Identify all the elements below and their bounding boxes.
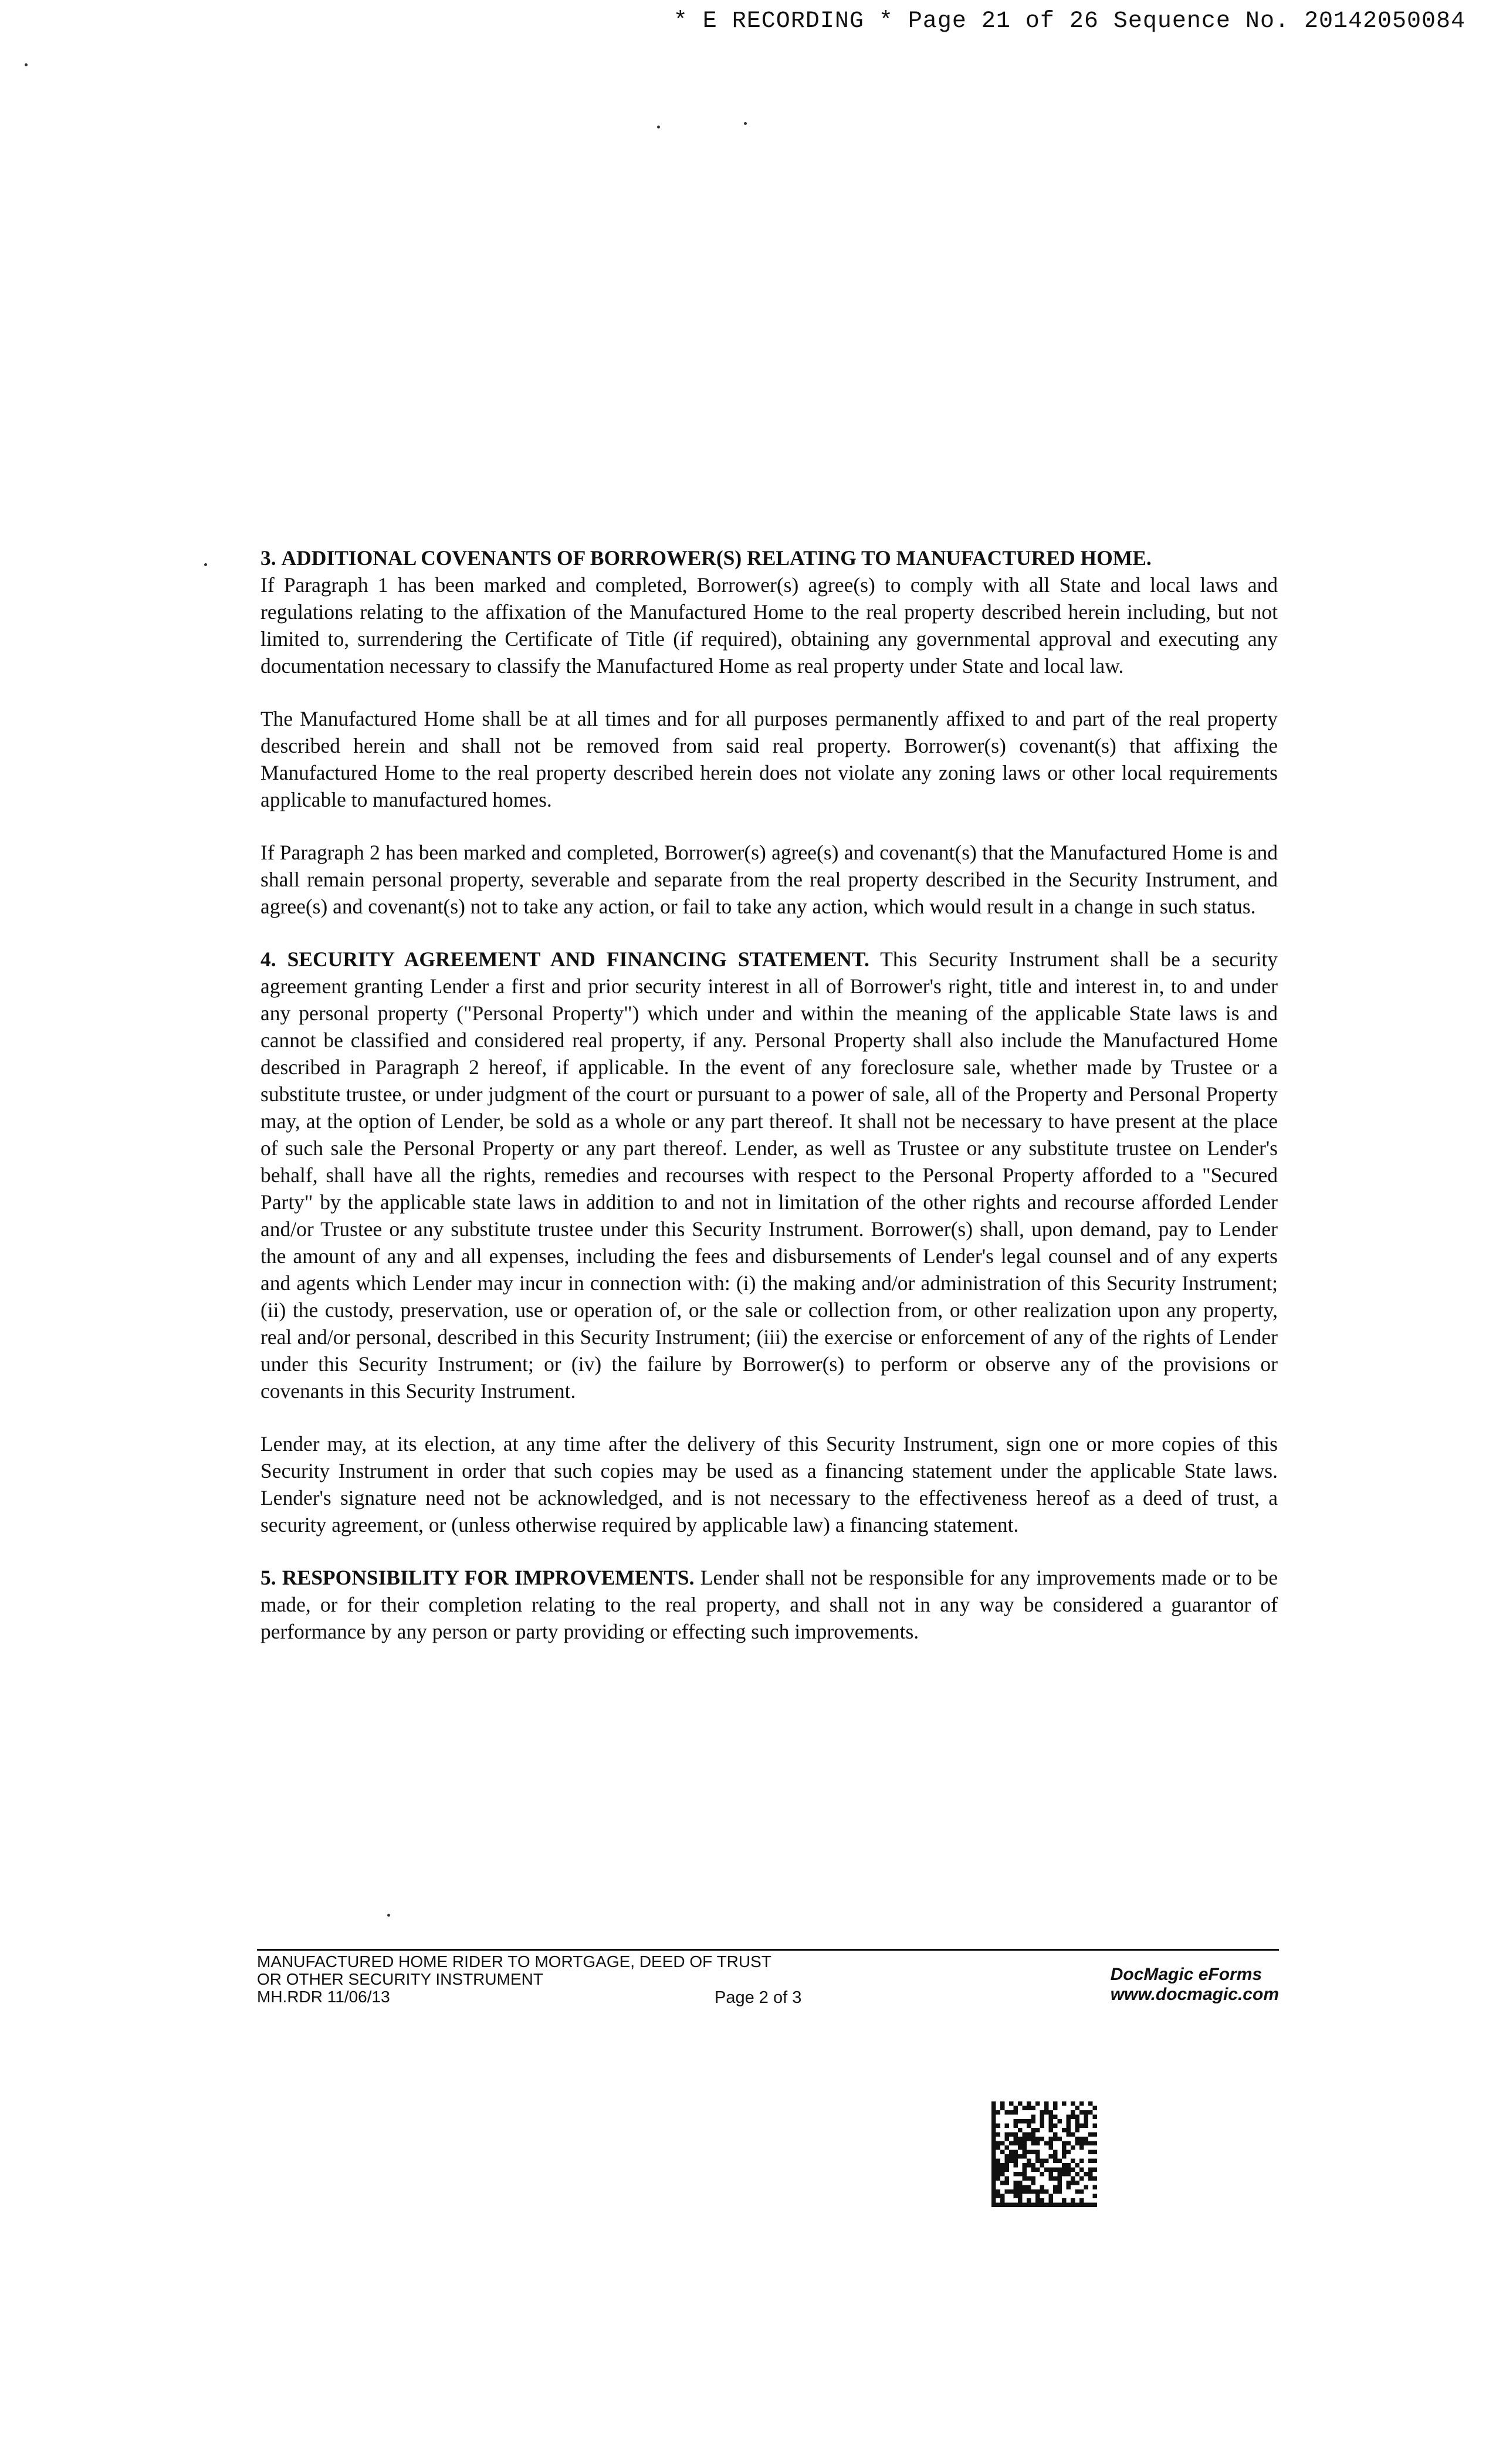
page-number: Page 2 of 3 [715,1988,802,2007]
recording-header: * E RECORDING * Page 21 of 26 Sequence No. 20142050084 [673,8,1465,35]
brand-name: DocMagic eForms [1110,1965,1263,1984]
section-number: 4. [260,947,276,971]
scan-speck [387,1914,390,1917]
section-4-text-1: This Security Instrument shall be a security agreement granting Lender a first and prior security interest in all of Borrower's right, title and interest in, to and under any personal property ("Personal Property") which under and within the meaning of the applicable State laws is and cannot be classified and considered real property, if any. Personal Property shall also include the Manufactured Home described in Paragraph 2 hereof, if applicable. In the event of any foreclosure sale, whether made by Trustee or a substitute trustee, or under judgment of the court or pursuant to a power of sale, all of the Property and Personal Property may, at the option of Lender, be sold as a whole or any part thereof. It shall not be necessary to have present at the place of such sale the Personal Property or any part thereof. Lender, as well as Trustee or any substitute trustee on Lender's behalf, shall have all the rights, remedies and recourses with respect to the Personal Property afforded to a "Secured Party" by the applicable state laws in addition to and not in limitation of the other rights and recourse afforded Lender and/or Trustee or any substitute trustee under this Security Instrument. Borrower(s) shall, upon demand, pay to Lender the amount of any and all expenses, including the fees and disbursements of Lender's legal counsel and of any experts and agents which Lender may incur in connection with: (i) the making and/or administration of this Security Instrument; (ii) the custody, preservation, use or operation of, or the sale or collection from, or other realization upon any property, real and/or personal, described in this Security Instrument; (iii) the exercise or enforcement of any of the rights of Lender under this Security Instrument; or (iv) the failure by Borrower(s) to perform or observe any of the provisions or covenants in this Security Instrument. [260,947,1278,1403]
form-title-line-2: OR OTHER SECURITY INSTRUMENT [257,1970,543,1988]
section-3-text-3: If Paragraph 2 has been marked and completed, Borrower(s) agree(s) and covenant(s) that the Manufactured Home is and shall remain personal property, severable and separate from the real property described in the Security Instrument, and agree(s) and covenant(s) not to take any action, or fail to take any action, which would result in a change in such status. [260,841,1278,918]
datamatrix-barcode-icon [991,2101,1097,2207]
form-title-line-1: MANUFACTURED HOME RIDER TO MORTGAGE, DEED OF TRUST [257,1952,771,1971]
section-title: ADDITIONAL COVENANTS OF BORROWER(S) RELATING TO MANUFACTURED HOME. [281,546,1152,570]
section-number: 5. [260,1566,276,1589]
section-3-heading-paragraph [260,544,1278,679]
document-body [260,544,1278,1671]
section-title: RESPONSIBILITY FOR IMPROVEMENTS. [282,1566,695,1589]
form-code: MH.RDR 11/06/13 [257,1988,390,2006]
scan-speck [657,126,660,128]
scan-speck [204,563,207,566]
scan-speck [25,63,28,66]
section-5-text-1: Lender shall not be responsible for any improvements made or to be made, or for their completion relating to the real property, and shall not in any way be considered a guarantor of performance by any person or party providing or effecting such improvements. [260,1566,1278,1643]
section-number: 3. [260,546,276,570]
brand-url: www.docmagic.com [1110,1985,1279,2004]
form-footer [257,1949,1279,2021]
section-3-text-1: If Paragraph 1 has been marked and completed, Borrower(s) agree(s) to comply with all State and local laws and regulations relating to the affixation of the Manufactured Home to the real property described herein including, but not limited to, surrendering the Certificate of Title (if required), obtaining any governmental approval and executing any documentation necessary to classify the Manufactured Home as real property under State and local law. [260,573,1278,678]
docmagic-logo [1111,1965,1279,2005]
section-4-heading-paragraph [260,946,1278,1404]
scan-speck [744,122,747,125]
section-3-text-2: The Manufactured Home shall be at all times and for all purposes permanently affixed to and part of the real property described herein and shall not be removed from said real property. Borrower(s) covenant(s) that affixing the Manufactured Home to the real property described herein does not violate any zoning laws or other local requirements applicable to manufactured homes. [260,707,1278,811]
form-identification [257,1953,771,2006]
section-4-text-2: Lender may, at its election, at any time after the delivery of this Security Instrument, sign one or more copies of this Security Instrument in order that such copies may be used as a financing statement under the applicable State laws. Lender's signature need not be acknowledged, and is not necessary to the effectiveness hereof as a deed of trust, a security agreement, or (unless otherwise required by applicable law) a financing statement. [260,1432,1278,1536]
section-title: SECURITY AGREEMENT AND FINANCING STATEMENT. [287,947,869,971]
section-5-heading-paragraph [260,1564,1278,1645]
